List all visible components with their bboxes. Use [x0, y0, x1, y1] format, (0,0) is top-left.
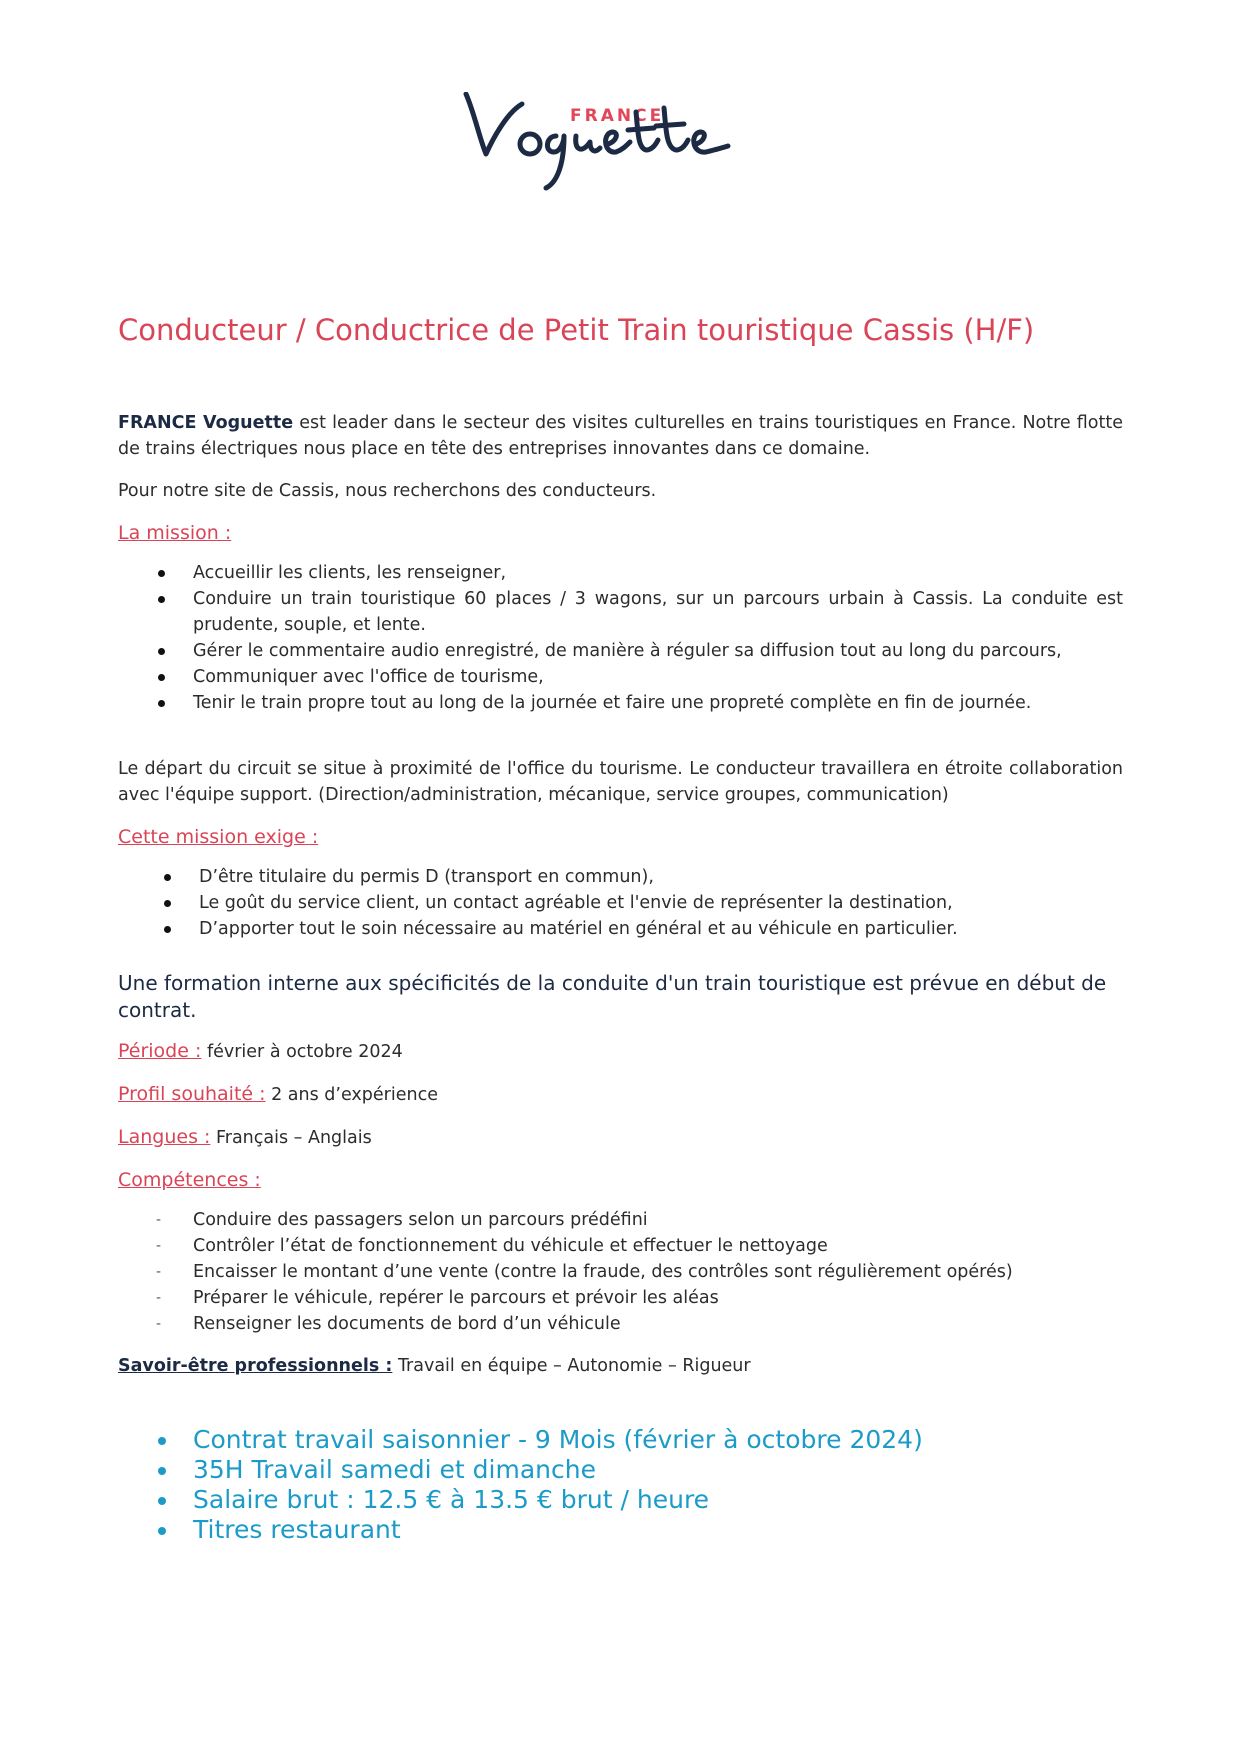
savoir-value: Travail en équipe – Autonomie – Rigueur	[392, 1356, 751, 1376]
requires-item: D’apporter tout le soin nécessaire au matériel en général et au véhicule en particulier.	[118, 916, 1123, 942]
brand-name: FRANCE Voguette	[118, 413, 294, 433]
departure-paragraph: Le départ du circuit se situe à proximité de l'office du tourisme. Le conducteur travaillera en étroite collaboration avec l'équipe support. (Direction/administration, mécanique, service groupes, communication)	[118, 759, 1123, 805]
savoir-label: Savoir-être professionnels :	[118, 1356, 393, 1376]
france-voguette-logo	[460, 92, 790, 222]
highlights-list	[118, 1425, 1123, 1545]
competence-item: - Encaisser le montant d’une vente (contre la fraude, des contrôles sont régulièrement opérés)	[118, 1259, 1123, 1285]
mission-heading: La mission :	[118, 522, 232, 544]
requires-item: Le goût du service client, un contact agréable et l'envie de représenter la destination,	[118, 890, 1123, 916]
competence-item: - Renseigner les documents de bord d’un véhicule	[118, 1311, 1123, 1337]
requires-item: D’être titulaire du permis D (transport en commun),	[118, 864, 1123, 890]
intro-paragraph	[118, 410, 1123, 462]
periode-line	[118, 1038, 1123, 1065]
periode-value: février à octobre 2024	[201, 1042, 403, 1062]
langues-line	[118, 1124, 1123, 1151]
profil-line	[118, 1081, 1123, 1108]
voguette-script-logo-icon	[460, 92, 790, 222]
highlight-item: Contrat travail saisonnier - 9 Mois (février à octobre 2024)	[118, 1425, 1123, 1455]
job-title: Conducteur / Conductrice de Petit Train touristique Cassis (H/F)	[118, 313, 1035, 347]
highlight-item: Titres restaurant	[118, 1515, 1123, 1545]
site-line: Pour notre site de Cassis, nous recherchons des conducteurs.	[118, 481, 657, 501]
competence-item: - Conduire des passagers selon un parcours prédéfini	[118, 1207, 1123, 1233]
mission-list	[118, 560, 1123, 716]
intro-text: est leader dans le secteur des visites culturelles en trains touristiques en France. Notre flotte de trains électriques nous place en tête des entreprises innovantes dans ce domaine.	[118, 413, 1124, 459]
mission-item: Gérer le commentaire audio enregistré, de manière à réguler sa diffusion tout au long du parcours,	[118, 638, 1123, 664]
savoir-line	[118, 1353, 1123, 1379]
mission-item: Communiquer avec l'office de tourisme,	[118, 664, 1123, 690]
requires-heading: Cette mission exige :	[118, 826, 319, 848]
profil-label: Profil souhaité :	[118, 1083, 266, 1105]
logo-france-text: FRANCE	[570, 106, 665, 126]
competences-list	[118, 1207, 1123, 1337]
requires-list	[118, 864, 1123, 942]
competence-item: - Préparer le véhicule, repérer le parcours et prévoir les aléas	[118, 1285, 1123, 1311]
highlight-item: Salaire brut : 12.5 € à 13.5 € brut / heure	[118, 1485, 1123, 1515]
highlight-item: 35H Travail samedi et dimanche	[118, 1455, 1123, 1485]
competence-item: - Contrôler l’état de fonctionnement du véhicule et effectuer le nettoyage	[118, 1233, 1123, 1259]
mission-item: Accueillir les clients, les renseigner,	[118, 560, 1123, 586]
mission-item: Conduire un train touristique 60 places / 3 wagons, sur un parcours urbain à Cassis. La conduite est prudente, souple, et lente.	[118, 586, 1123, 638]
profil-value: 2 ans d’expérience	[265, 1085, 438, 1105]
competences-heading: Compétences :	[118, 1169, 261, 1191]
formation-paragraph: Une formation interne aux spécificités de la conduite d'un train touristique est prévue en début de contrat.	[118, 971, 1107, 1022]
langues-value: Français – Anglais	[210, 1128, 372, 1148]
posting-body	[118, 410, 1123, 1545]
periode-label: Période :	[118, 1040, 202, 1062]
langues-label: Langues :	[118, 1126, 211, 1148]
mission-item: Tenir le train propre tout au long de la journée et faire une propreté complète en fin de journée.	[118, 690, 1123, 716]
